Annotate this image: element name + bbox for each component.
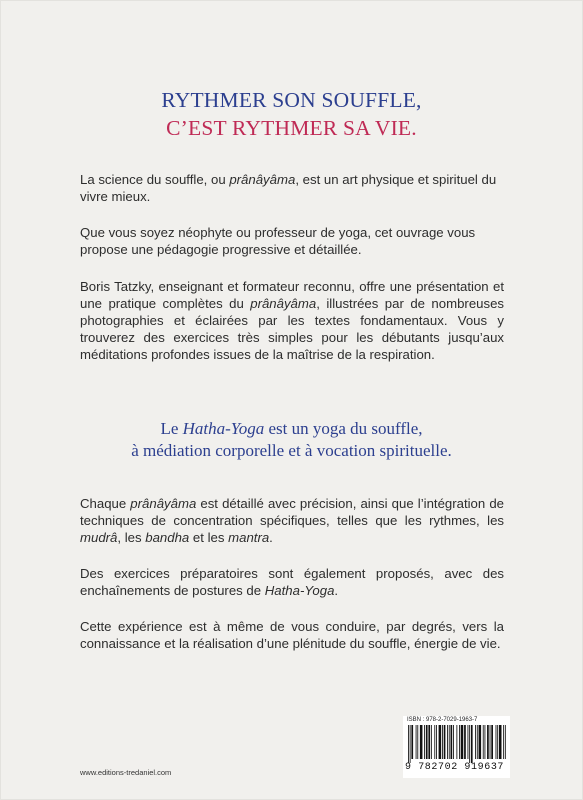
barcode-bar: [436, 725, 437, 759]
text-run: Le: [160, 419, 183, 438]
tagline-line-2: [60, 440, 523, 462]
text-run: , est un art physique et spirituel du vivre mieux.: [80, 172, 497, 204]
barcode-bar: [453, 725, 454, 759]
headline: [60, 86, 523, 142]
barcode-bar: [451, 725, 453, 759]
isbn-barcode: [403, 716, 510, 778]
italic-term: prânâyâma: [130, 496, 197, 511]
barcode-bar: [485, 725, 486, 759]
text-run: .: [269, 530, 273, 545]
barcode-bar: [491, 725, 493, 759]
text-run: Des exercices préparatoires sont également proposés, avec des enchaînements de postures de: [80, 566, 504, 598]
barcode-bar: [461, 725, 464, 759]
barcode-bar: [505, 725, 506, 759]
headline-line-2: C’EST RYTHMER SA VIE.: [166, 116, 417, 140]
barcode-bar: [475, 725, 476, 759]
text-run: Boris Tatzky, enseignant et formateur reconnu, offre une présentation et une pratique complètes du: [80, 279, 504, 311]
paragraph-pranayama: [80, 495, 504, 546]
barcode-bar: [424, 725, 425, 759]
barcode-bar: [408, 725, 409, 763]
barcode-bar: [464, 725, 466, 759]
text-run: Chaque: [80, 496, 131, 511]
barcode-digits: 9 782702 919637: [405, 762, 505, 773]
barcode-bar: [483, 725, 484, 759]
text-run: à médiation corporelle et à vocation spirituelle.: [131, 441, 452, 460]
barcode-bar: [410, 725, 411, 763]
barcode-bar: [471, 725, 473, 763]
barcode-bar: [479, 725, 482, 759]
barcode-bar: [477, 725, 478, 759]
text-run: et les: [189, 530, 229, 545]
barcode-bar: [428, 725, 430, 759]
barcode-bar: [416, 725, 417, 759]
italic-term: bandha: [145, 530, 190, 545]
isbn-label: ISBN : 978-2-7029-1963-7: [407, 717, 478, 723]
barcode-bars: [407, 725, 507, 763]
italic-term: mudrâ: [80, 530, 118, 545]
barcode-bar: [447, 725, 448, 759]
text-run: .: [334, 583, 339, 598]
paragraph-audience: [80, 224, 504, 258]
barcode-bar: [459, 725, 460, 759]
paragraph-experience: [80, 618, 504, 652]
text-run: , illustrées par de nombreuses photographies et éclairées par les textes fondamentaux. Vous y trouverez des exercices très simples pour les débutants jusqu’aux méditations profondes issues de la maîtrise de la respiration.: [80, 296, 505, 362]
barcode-bar: [426, 725, 428, 759]
barcode-bar: [449, 725, 450, 759]
text-run: , les: [117, 530, 146, 545]
barcode-bar: [497, 725, 498, 759]
barcode-bar: [487, 725, 489, 759]
barcode-bar: [431, 725, 432, 759]
italic-term: mantra: [228, 530, 270, 545]
barcode-bar: [444, 725, 446, 759]
barcode-bar: [469, 725, 470, 763]
italic-term: prânâyâma: [229, 172, 296, 187]
publisher-website: www.editions-tredaniel.com: [80, 768, 172, 777]
text-run: est détaillé avec précision, ainsi que l’intégration de techniques de concentration spécifiques, telles que les rythmes, les: [80, 496, 504, 528]
barcode-bar: [417, 725, 418, 759]
barcode-bar: [468, 725, 469, 759]
paragraph-intro: [80, 171, 504, 205]
text-run: Que vous soyez néophyte ou professeur de yoga, cet ouvrage vous propose une pédagogie progressive et détaillée.: [80, 225, 476, 257]
italic-term: Hatha-Yoga: [264, 583, 335, 598]
barcode-bar: [490, 725, 491, 759]
paragraph-exercises: [80, 565, 504, 599]
text-run: est un yoga du souffle,: [264, 419, 423, 438]
barcode-bar: [442, 725, 443, 759]
paragraph-author: [80, 278, 504, 363]
barcode-bar: [496, 725, 497, 759]
barcode-bar: [434, 725, 435, 759]
barcode-bar: [439, 725, 442, 759]
barcode-bar: [503, 725, 504, 759]
barcode-bar: [420, 725, 423, 759]
barcode-bar: [499, 725, 502, 759]
italic-term: prânâyâma: [250, 296, 317, 311]
barcode-bar: [456, 725, 457, 759]
barcode-bar: [411, 725, 413, 759]
tagline: [60, 418, 523, 462]
italic-term: Hatha-Yoga: [182, 419, 265, 438]
text-run: La science du souffle, ou: [80, 172, 230, 187]
headline-line-1: RYTHMER SON SOUFFLE,: [161, 88, 422, 112]
tagline-line-1: [60, 418, 523, 440]
text-run: Cette expérience est à même de vous conduire, par degrés, vers la connaissance et la réalisation d’une plénitude du souffle, énergie de vie.: [80, 619, 504, 651]
